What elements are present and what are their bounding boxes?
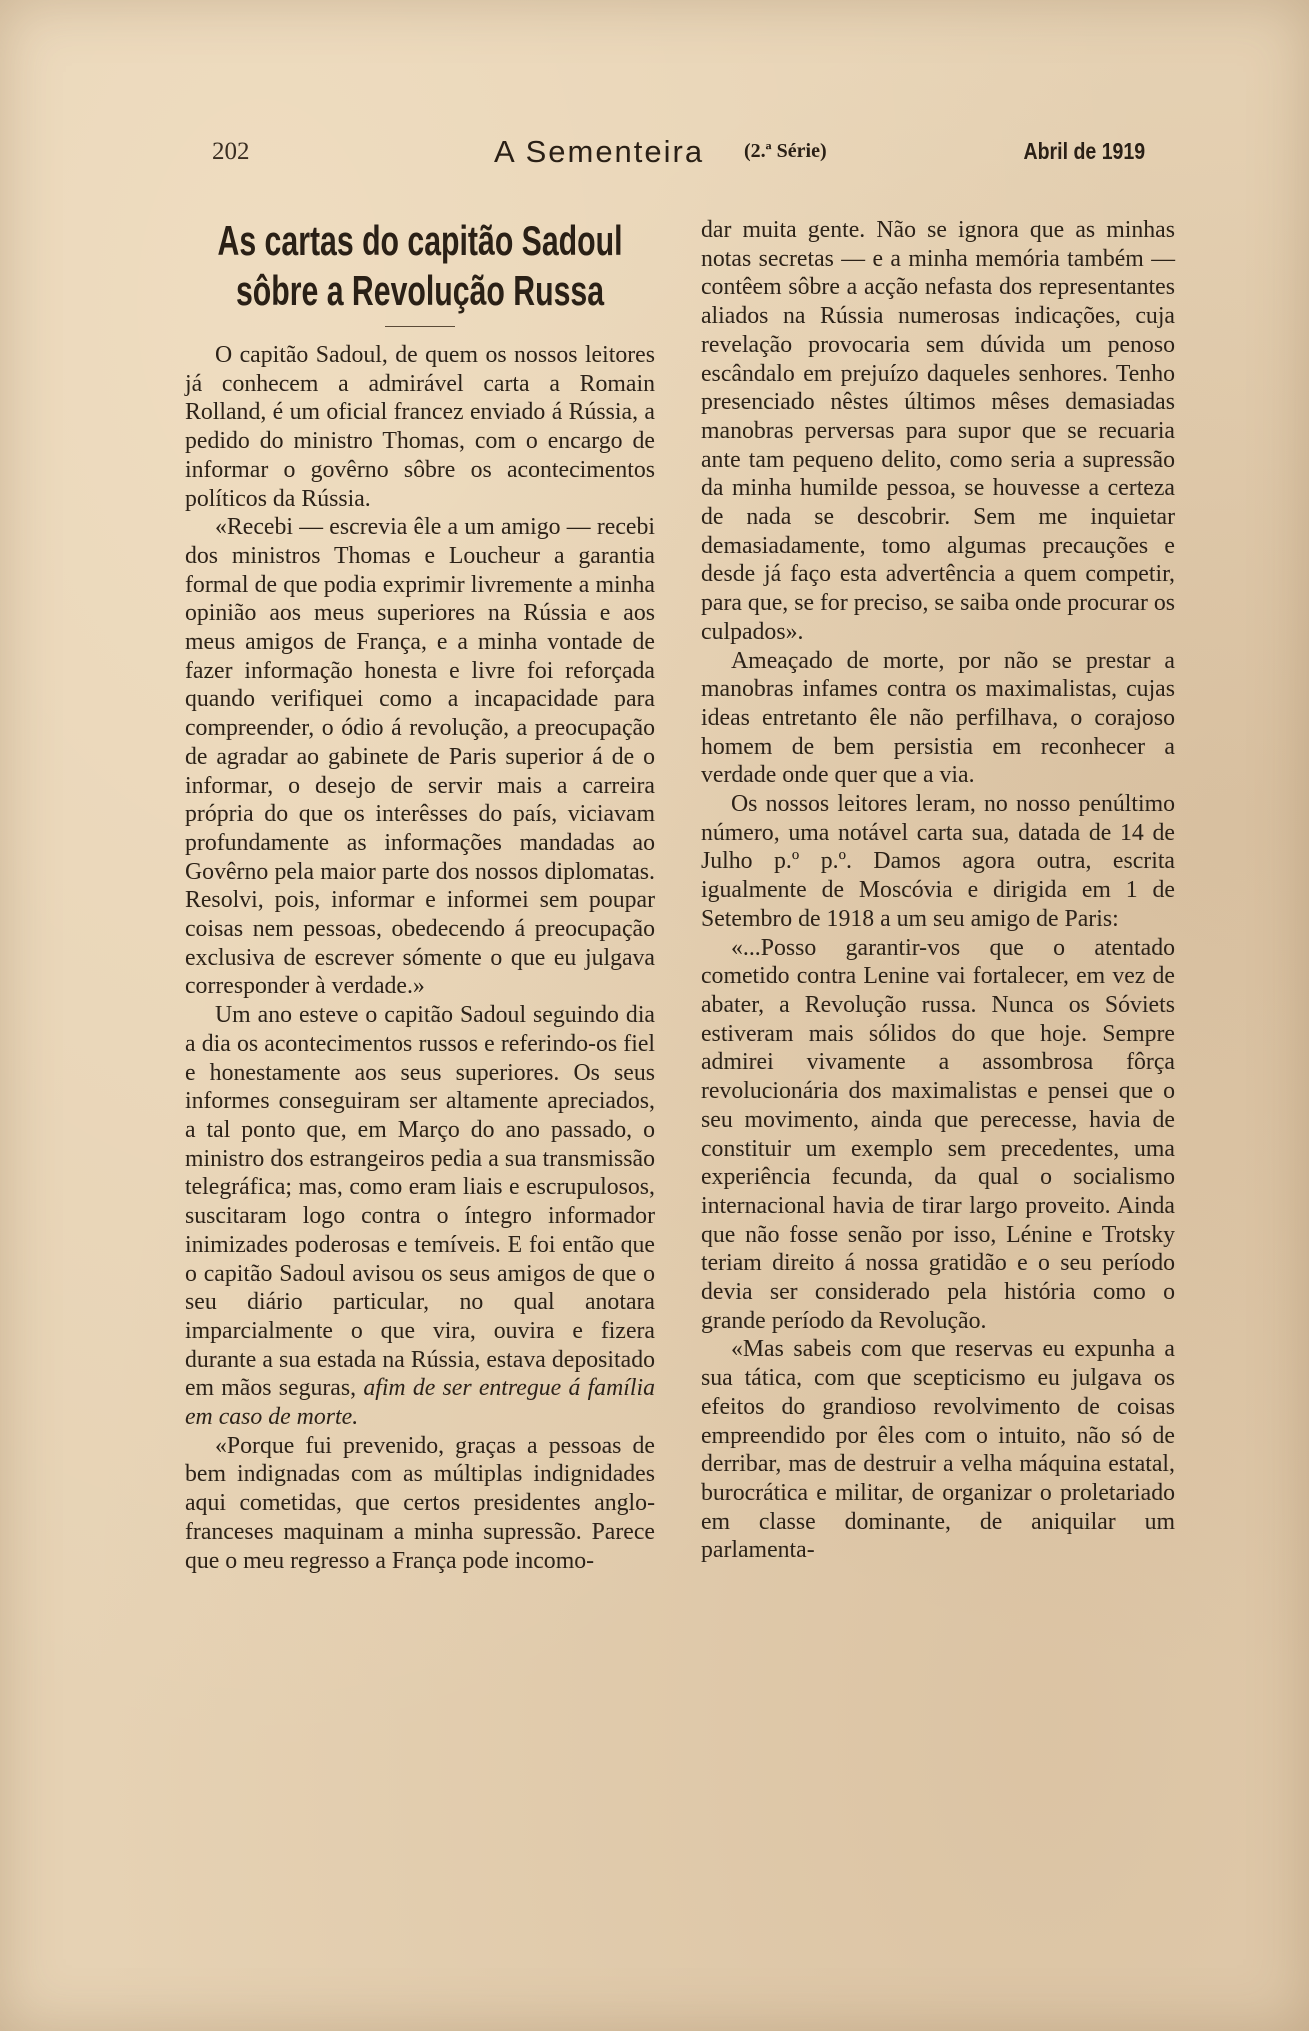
right-column xyxy=(701,216,1175,1565)
left-paragraph-3-italic: afim de ser entregue á família em caso de morte. xyxy=(185,1375,655,1431)
right-paragraph-5: «Mas sabeis com que reservas eu expunha a sua tática, com que scepticismo eu julgava os efeitos do grandioso revolvimento de coisas empreendido por êles com o intuito, não só de derribar, mas de destruir a velha máquina estatal, burocrática e militar, de organizar o proletariado em classe dominante, de aniquilar um parlamenta- xyxy=(701,1336,1175,1564)
page-number: 202 xyxy=(212,138,250,165)
series-label: (2.ª Série) xyxy=(744,140,827,162)
issue-date: Abril de 1919 xyxy=(1023,138,1145,164)
left-paragraph-2: «Recebi — escrevia êle a um amigo — recebi dos ministros Thomas e Loucheur a garantia formal de que podia exprimir livremente a minha opinião aos meus superiores na Rússia e aos meus amigos de França, e a minha vontade de fazer informação honesta e livre foi reforçada quando verifiquei como a incapacidade para compreender, o ódio á revolução, a preocupação de agradar ao gabinete de Paris superior á de o informar, o desejo de servir mais a carreira própria do que os interêsses do país, viciavam profundamente as informações mandadas ao Govêrno pela maior parte dos nossos diplomatas. Resolvi, pois, informar e informei sem poupar coisas nem pessoas, obedecendo á preocupação exclusiva de escrever sómente o que eu julgava corresponder à verdade.» xyxy=(185,514,655,1000)
article-title xyxy=(193,216,647,316)
article-title-line-1: As cartas do capitão Sadoul xyxy=(217,217,623,264)
right-paragraph-1: dar muita gente. Não se ignora que as minhas notas secretas — e a minha memória também — contêem sôbre a acção nefasta dos representantes aliados na Rússia numerosas indicações, cuja revelação provocaria sem dúvida um penoso escândalo em prejuízo daqueles senhores. Tenho presenciado nêstes últimos mêses demasiadas manobras perversas para supor que se recuaria ante tam pequeno delito, como seria a supressão da minha humilde pessoa, se houvesse a certeza de nada se descobrir. Sem me inquietar demasiadamente, tomo algumas precauções e desde já faço esta advertência a quem competir, para que, se for preciso, se saiba onde procurar os culpados». xyxy=(701,217,1175,645)
left-column xyxy=(185,216,655,1575)
left-paragraph-1: O capitão Sadoul, de quem os nossos leitores já conhecem a admirável carta a Romain Rolland, é um oficial francez enviado á Rússia, a pedido do ministro Thomas, com o encargo de informar o govêrno sôbre os acontecimentos políticos da Rússia. xyxy=(185,342,655,512)
title-divider xyxy=(385,326,455,327)
left-paragraph-3-text: Um ano esteve o capitão Sadoul seguindo dia a dia os acontecimentos russos e referindo-os fiel e honestamente aos seus superiores. Os seus informes conseguiram ser altamente apreciados, a tal ponto que, em Março do ano passado, o ministro dos estrangeiros pedia a sua transmissão telegráfica; mas, como eram liais e escrupulosos, suscitaram logo contra o íntegro informador inimizades poderosas e temíveis. E foi então que o capitão Sadoul avisou os seus amigos de que o seu diário particular, no qual anotara imparcialmente o que vira, ouvira e fizera durante a sua estada na Rússia, estava depositado em mãos seguras, xyxy=(185,1002,655,1402)
right-paragraph-4: «...Posso garantir-vos que o atentado cometido contra Lenine vai fortalecer, em vez de abater, a Revolução russa. Nunca os Sóviets estiveram mais sólidos do que hoje. Sempre admirei vivamente a assombrosa fôrça revolucionária dos maximalistas e pensei que o seu movimento, ainda que perecesse, havia de constituir um exemplo sem precedentes, uma experiência fecunda, da qual o socialismo internacional havia de tirar largo proveito. Ainda que não fosse senão por isso, Lénine e Trotsky teriam direito á nossa gratidão e o seu período devia ser considerado pela história como o grande período da Revolução. xyxy=(701,934,1175,1334)
left-paragraph-3 xyxy=(185,1001,655,1432)
article-title-line-2: sôbre a Revolução Russa xyxy=(235,267,605,314)
right-paragraph-3: Os nossos leitores leram, no nosso penúltimo número, uma notável carta sua, datada de 14 de Julho p.º p.º. Damos agora outra, escrita igualmente de Moscóvia e dirigida em 1 de Setembro de 1918 a um seu amigo de Paris: xyxy=(701,791,1175,932)
page-header xyxy=(212,134,1145,174)
journal-title: A Sementeira xyxy=(494,134,705,169)
right-paragraph-2: Ameaçado de morte, por não se prestar a manobras infames contra os maximalistas, cujas ideas entretanto êle não perfilhava, o corajoso homem de bem persistia em reconhecer a verdade onde quer que a via. xyxy=(701,647,1175,789)
left-paragraph-4: «Porque fui prevenido, graças a pessoas de bem indignadas com as múltiplas indignidades aqui cometidas, que certos presidentes anglo-franceses maquinam a minha supressão. Parece que o meu regresso a França pode incomo- xyxy=(185,1432,655,1574)
